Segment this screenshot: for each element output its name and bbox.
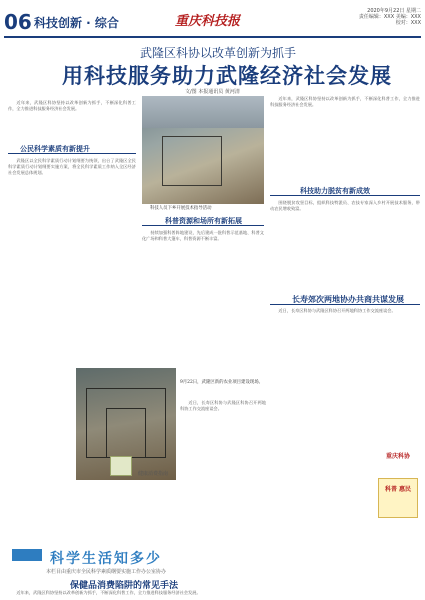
paragraph-text: 近日，长寿区科协与武隆区科协召开两地科协工作交流座谈会。	[278, 308, 396, 313]
photo-scaffold	[106, 408, 146, 458]
paragraph-text: 武隆区以全民科学素质行动计划纲要为统领，出台了武隆区全民科学素质行动计划纲要实施方案，将全民科学素质工作纳入全区经济社会发展总体规划。	[8, 158, 136, 175]
bottom-text	[8, 590, 418, 600]
page-number: 06	[4, 10, 32, 34]
article-paragraph	[8, 100, 136, 140]
divider	[8, 153, 136, 154]
paragraph-text: 围绕脱贫攻坚目标，组织科技特派员、农技专家深入乡村开展技术服务，带动农民增收致富。	[270, 200, 420, 211]
badge-label: 健康消费指南	[138, 471, 169, 477]
feature-paragraph	[270, 308, 420, 452]
photo-structure	[162, 136, 222, 186]
section-name: 科技创新 · 综合	[34, 16, 119, 30]
advertisement	[375, 452, 421, 524]
paragraph-text: 近年来，武隆区科协坚持以改革创新为抓手，不断深化科普工作，全力推进科技服务经济社会发展。	[270, 96, 420, 107]
editor-line: 责任编辑：XXX 美编：XXX	[358, 14, 421, 20]
feature-caption: 9月22日，武隆区新的农业项目建设现场。	[180, 380, 264, 385]
article-kicker: 武隆区科协以改革创新为抓手	[140, 46, 297, 60]
newspaper-logo: 重庆科技报	[175, 14, 241, 29]
masthead-rule	[4, 36, 421, 38]
paragraph-text: 近年来，武隆区科协坚持以改革创新为抓手，不断深化科普工作，全力推进科技服务经济社会发展。	[16, 590, 201, 595]
proof-line: 校对：XXX	[395, 20, 421, 26]
subhead-science-literacy: 公民科学素质有新提升	[20, 145, 90, 153]
ad-heading: 重庆科协	[385, 453, 410, 460]
divider	[270, 304, 420, 305]
divider	[270, 195, 420, 196]
date-block	[359, 8, 421, 26]
subhead-poverty: 科技助力脱贫有新成效	[300, 187, 370, 195]
article-paragraph	[270, 200, 420, 308]
article-byline: 文/图 本报通讯员 黄河清	[185, 89, 240, 95]
column-keyword: 科学生活知多少	[50, 551, 162, 567]
column-title: 保健品消费陷阱的常见手法	[70, 581, 179, 591]
column-subtitle: 本栏目由重庆市全民科学素质纲要实施工作办公室协办	[46, 569, 167, 575]
photo-caption: 科技人员下乡开展技术指导活动	[150, 206, 212, 211]
ad-box: 科普 惠民	[378, 478, 418, 518]
lead-photo	[142, 96, 264, 204]
masthead	[0, 0, 425, 36]
article-headline: 用科技服务助力武隆经济社会发展	[62, 64, 392, 88]
photo-sky	[142, 96, 264, 128]
divider	[142, 225, 264, 226]
caption-text	[180, 400, 266, 460]
badge-image	[110, 456, 132, 476]
keyword-bar	[12, 549, 42, 561]
article-paragraph	[142, 230, 264, 365]
paragraph-text: 近年来，武隆区科协坚持以改革创新为抓手，不断深化科普工作，全力推进科技服务经济社会发展。	[8, 100, 136, 111]
paragraph-text: 近日，长寿区科协与武隆区科协召开两地科协工作交流座谈会。	[180, 400, 266, 411]
article-paragraph	[270, 96, 420, 182]
subhead-resources: 科普资源和场所有新拓展	[165, 217, 242, 225]
paragraph-text: 持续加强科普阵地建设，先后建成一批科普示范基地、科普文化广场和科普大篷车，科普资源不断丰富。	[142, 230, 264, 241]
date-line: 2020年9月22日 星期二	[367, 8, 421, 14]
feature-title: 长寿郊次两地协办共商共谋发展	[292, 295, 404, 304]
